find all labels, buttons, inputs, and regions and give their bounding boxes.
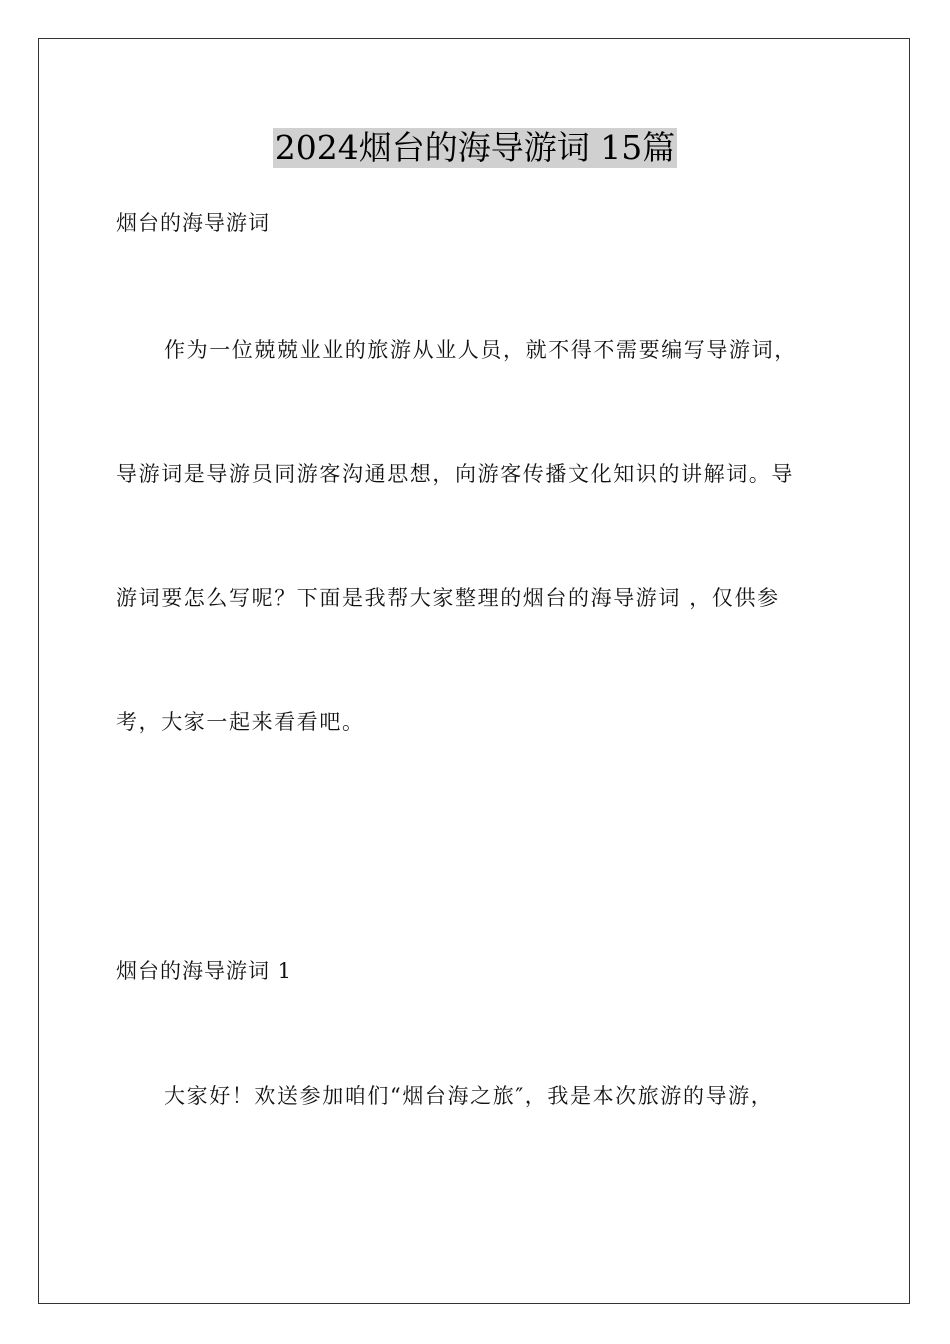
intro-paragraph-line-4: 考，大家一起来看看吧。 <box>116 710 365 734</box>
title-container <box>0 128 950 168</box>
document-title: 2024烟台的海导游词 15篇 <box>274 128 676 167</box>
section-1-heading: 烟台的海导游词 1 <box>116 959 293 983</box>
intro-paragraph-line-1: 作为一位兢兢业业的旅游从业人员，就不得不需要编写导游词， <box>164 338 797 362</box>
intro-paragraph-line-2: 导游词是导游员同游客沟通思想，向游客传播文化知识的讲解词。导 <box>116 462 794 486</box>
intro-heading: 烟台的海导游词 <box>116 211 270 235</box>
section-1-paragraph-line-1: 大家好！欢送参加咱们“烟台海之旅″，我是本次旅游的导游， <box>164 1084 774 1108</box>
intro-paragraph-line-3: 游词要怎么写呢？下面是我帮大家整理的烟台的海导游词 ，仅供参 <box>116 586 780 610</box>
